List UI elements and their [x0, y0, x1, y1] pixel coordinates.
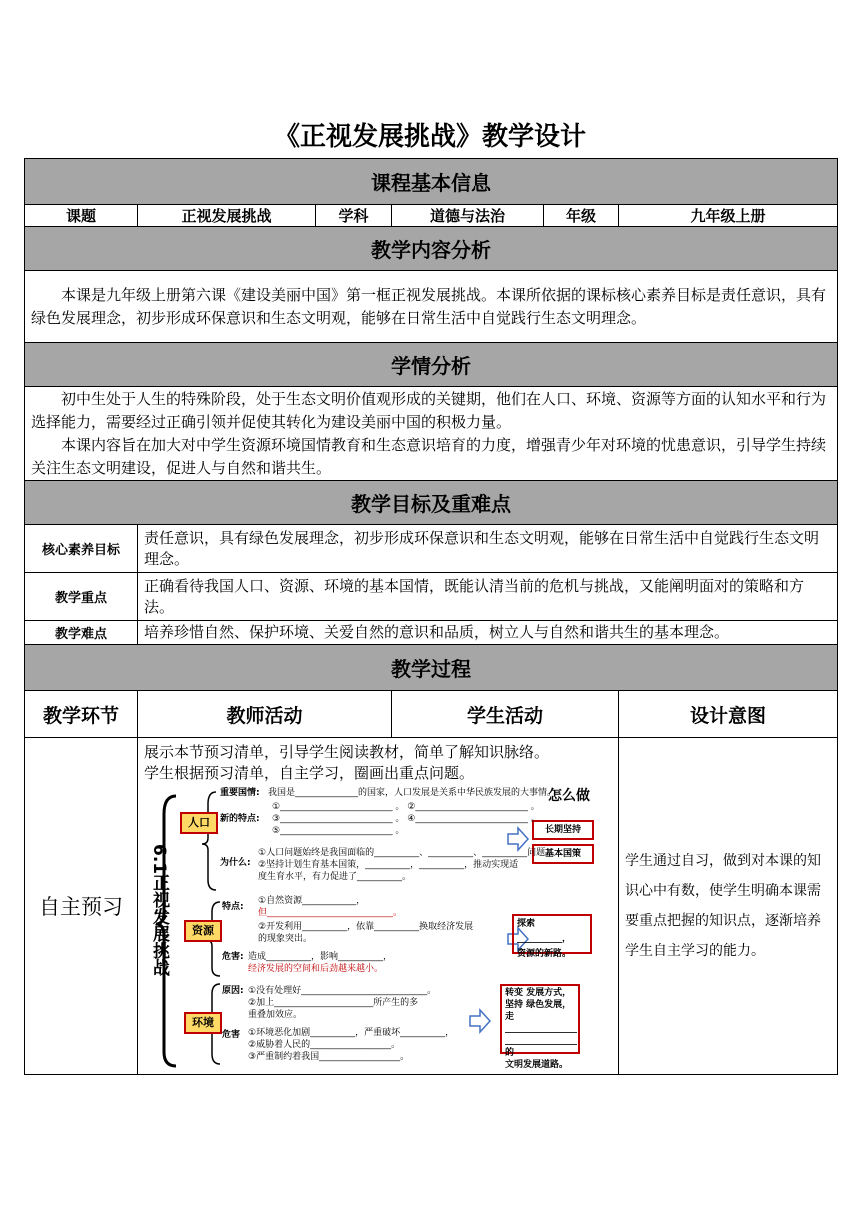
mindmap-label: 危害:	[222, 952, 244, 962]
learner-analysis-p1: 初中生处于人生的特殊阶段，处于生态文明价值观形成的关键期，他们在人口、环境、资源等方面的认知水平和行为选择能力，需要经过正确引领并促使其转化为建设美丽中国的积极力量。	[31, 389, 827, 431]
mindmap-text: ②开发利用__________，依靠__________换取经济发展	[258, 922, 474, 932]
mindmap-text: 经济发展的空间和后劲越来越小。	[248, 964, 384, 974]
mindmap-text: ①_________________________ 。 ②_________________________ 。	[272, 802, 540, 812]
topic-value: 正视发展挑战	[138, 205, 316, 227]
section-process: 教学过程	[25, 645, 838, 691]
mindmap-figure	[150, 784, 620, 1074]
section-content-analysis: 教学内容分析	[25, 227, 838, 271]
mindmap-label: 原因:	[222, 986, 244, 996]
mindmap-text: ①环境恶化加剧__________，严重破坏__________，	[248, 1028, 455, 1038]
objective-label: 教学难点	[25, 621, 138, 645]
mindmap-box-line: 走________________	[505, 1012, 577, 1034]
mindmap-environment: 环境	[184, 1012, 222, 1034]
subject-value: 道德与法治	[392, 205, 544, 227]
mindmap-box-line: ________________的	[505, 1036, 577, 1058]
mindmap-text: ⑤_________________________ 。	[272, 826, 405, 836]
mindmap-text: 造成__________，影响__________，	[248, 952, 393, 962]
topic-label: 课题	[25, 205, 138, 227]
mindmap-text: 重叠加效应。	[248, 1010, 303, 1020]
teacher-activity-line1: 展示本节预习清单，引导学生阅读教材，简单了解知识脉络。	[144, 743, 550, 761]
mindmap-text: ②加上______________________所产生的多	[248, 998, 419, 1008]
mindmap-text: ①自然资源____________，	[258, 896, 366, 906]
mindmap-text: 但____________________________。	[258, 908, 403, 918]
section-basic-info: 课程基本信息	[25, 159, 838, 205]
grade-value: 九年级上册	[619, 205, 838, 227]
page-title: 《正视发展挑战》教学设计	[273, 122, 586, 152]
mindmap-resource: 资源	[184, 920, 222, 942]
grade-label: 年级	[544, 205, 619, 227]
mindmap-text: ②威胁着人民的__________________。	[248, 1040, 401, 1050]
learner-analysis-p2: 本课内容旨在加大对中学生资源环境国情教育和生态意识培育的力度，增强青少年对环境的忧患意识，引导学生持续关注生态文明建设，促进人与自然和谐共生。	[31, 435, 827, 477]
mindmap-box	[500, 984, 580, 1070]
section-learner-analysis: 学情分析	[25, 343, 838, 387]
lesson-plan-table	[24, 158, 838, 1075]
mindmap-text: 我国是______________的国家，人口发展是关系中华民族发展的大事情。	[268, 788, 557, 798]
mindmap-text: ③严重制约着我国__________________。	[248, 1052, 410, 1062]
mindmap-text: ③_________________________ 。 ④_________________________ 。	[272, 814, 540, 824]
mindmap-text: ①没有处理好____________________________。	[248, 986, 437, 996]
objective-text: 责任意识，具有绿色发展理念，初步形成环保意识和生态文明观，能够在日常生活中自觉践行生态文明理念。	[144, 528, 820, 568]
design-intent: 学生通过自习，做到对本课的知识心中有数，使学生明确本课需要重点把握的知识点，逐渐培养学生自主学习的能力。	[625, 853, 821, 959]
mindmap-label: 危害	[222, 1030, 241, 1040]
mindmap-box-line: 资源的新路。	[517, 949, 572, 959]
mindmap-label: 新的特点:	[220, 814, 260, 824]
mindmap-box-line: 探索__________，	[517, 919, 572, 944]
mindmap-population: 人口	[180, 812, 218, 834]
mindmap-box-line: 坚持 绿色发展，	[505, 1000, 572, 1010]
mindmap-text: ①人口问题始终是我国面临的__________、__________、__________问题。	[258, 848, 555, 858]
process-stage: 自主预习	[25, 738, 138, 1075]
mindmap-text: 度生育水平，有力促进了__________。	[258, 872, 412, 882]
mindmap-box: 基本国策	[532, 844, 594, 864]
content-analysis-text: 本课是九年级上册第六课《建设美丽中国》第一框正视发展挑战。本课所依据的课标核心素养目标是责任意识，具有绿色发展理念，初步形成环保意识和生态文明观，能够在日常生活中自觉践行生态文明理念。	[31, 285, 827, 327]
section-objectives: 教学目标及重难点	[25, 481, 838, 525]
objective-label: 教学重点	[25, 573, 138, 621]
mindmap-box: 长期坚持	[532, 820, 594, 840]
subject-label: 学科	[316, 205, 392, 227]
mindmap-label: 为什么:	[220, 858, 251, 868]
process-header: 学生活动	[392, 691, 619, 738]
process-header: 教学环节	[25, 691, 138, 738]
mindmap-box	[512, 914, 592, 959]
mindmap-text: 的现象突出。	[258, 934, 313, 944]
process-header: 设计意图	[619, 691, 838, 738]
objective-text: 培养珍惜自然、保护环境、关爱自然的意识和品质，树立人与自然和谐共生的基本理念。	[144, 623, 730, 641]
mindmap-text: ②坚持计划生育基本国策，__________，__________，推动实现适	[258, 860, 519, 870]
teacher-activity-line2: 学生根据预习清单，自主学习，圈画出重点问题。	[144, 764, 475, 782]
objective-text: 正确看待我国人口、资源、环境的基本国情，既能认清当前的危机与挑战，又能阐明面对的策略和方法。	[144, 576, 805, 616]
mindmap-box-line: 文明发展道路。	[505, 1060, 569, 1070]
mindmap-label: 重要国情:	[220, 788, 260, 798]
mindmap-label: 特点:	[222, 902, 244, 912]
mindmap-root: 6.1正视发展挑战	[149, 844, 169, 977]
mindmap-box-line: 转变 发展方式，	[505, 988, 572, 998]
process-header: 教师活动	[138, 691, 392, 738]
objective-label: 核心素养目标	[25, 525, 138, 573]
mindmap-how: 怎么做	[548, 788, 590, 804]
